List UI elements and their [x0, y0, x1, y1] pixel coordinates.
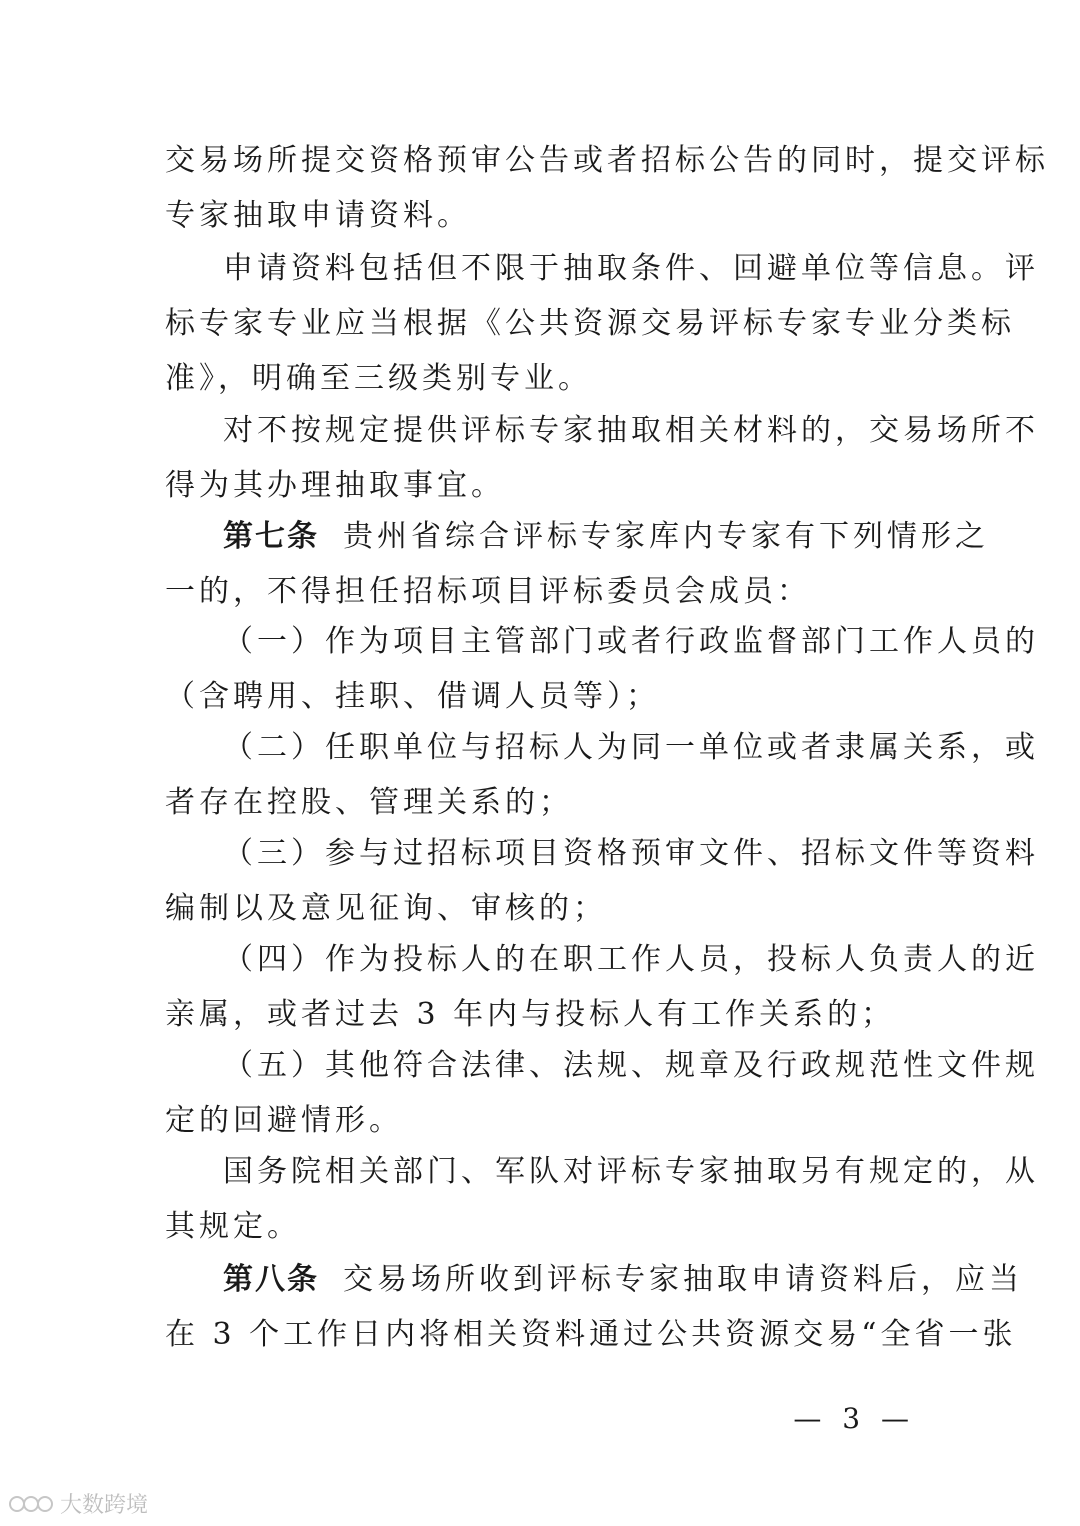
list-item-1 — [165, 614, 1039, 724]
text-line: （二）任职单位与招标人为同一单位或者隶属关系，或 — [223, 730, 1039, 765]
text-line: 准》，明确至三级类别专业。 — [165, 361, 592, 396]
article-8 — [165, 1252, 1023, 1362]
article-text: 贵州省综合评标专家库内专家有下列情形之 — [343, 519, 989, 554]
text-line: 交易场所提交资格预审公告或者招标公告的同时，提交评标 — [165, 143, 1049, 178]
text-line: 对不按规定提供评标专家抽取相关材料的，交易场所不 — [223, 413, 1039, 448]
watermark — [8, 1488, 148, 1519]
text-line: 一的，不得担任招标项目评标委员会成员： — [165, 574, 811, 609]
text-line: （三）参与过招标项目资格预审文件、招标文件等资料 — [223, 836, 1039, 871]
text-line: （一）作为项目主管部门或者行政监督部门工作人员的 — [223, 624, 1039, 659]
text-line — [165, 509, 989, 564]
list-item-4 — [165, 932, 1039, 1042]
text-line: 编制以及意见征询、审核的； — [165, 891, 607, 926]
logo-icon — [8, 1491, 54, 1517]
paragraph — [165, 1144, 1039, 1254]
text-line: 在 3 个工作日内将相关资料通过公共资源交易“全省一张 — [165, 1317, 1017, 1352]
paragraph — [165, 403, 1039, 513]
text-line: （含聘用、挂职、借调人员等）； — [165, 679, 660, 714]
list-item-2 — [165, 720, 1039, 830]
text-line: （四）作为投标人的在职工作人员，投标人负责人的近 — [223, 942, 1039, 977]
text-line: 申请资料包括但不限于抽取条件、回避单位等信息。评 — [223, 251, 1039, 286]
watermark-text: 大数跨境 — [60, 1493, 149, 1518]
text-line: 者存在控股、管理关系的； — [165, 785, 573, 820]
list-item-5 — [165, 1038, 1039, 1148]
text-line: （五）其他符合法律、法规、规章及行政规范性文件规 — [223, 1048, 1039, 1083]
text-line: 专家抽取申请资料。 — [165, 198, 471, 233]
text-line — [165, 1252, 1023, 1307]
text-line: 亲属，或者过去 3 年内与投标人有工作关系的； — [165, 997, 896, 1032]
article-7 — [165, 509, 989, 619]
list-item-3 — [165, 826, 1039, 936]
text-line: 定的回避情形。 — [165, 1103, 403, 1138]
text-line: 国务院相关部门、军队对评标专家抽取另有规定的，从 — [223, 1154, 1039, 1189]
paragraph — [165, 241, 1039, 406]
text-line: 得为其办理抽取事宜。 — [165, 468, 505, 503]
article-heading: 第八条 — [223, 1262, 319, 1297]
text-line: 其规定。 — [165, 1209, 301, 1244]
text-line: 标专家专业应当根据《公共资源交易评标专家专业分类标 — [165, 306, 1015, 341]
article-heading: 第七条 — [223, 519, 319, 554]
page-number: — 3 — — [793, 1402, 915, 1435]
article-text: 交易场所收到评标专家抽取申请资料后，应当 — [343, 1262, 1023, 1297]
paragraph — [165, 133, 1049, 243]
